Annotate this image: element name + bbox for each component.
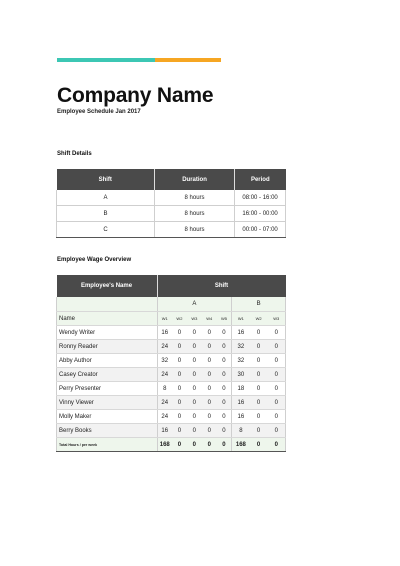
hours-cell: 0 <box>268 396 286 410</box>
hours-cell: 30 <box>232 368 250 382</box>
empty-cell <box>57 297 158 312</box>
employee-name: Casey Creator <box>57 368 158 382</box>
hours-cell: 0 <box>250 438 268 452</box>
hours-cell: 168 <box>232 438 250 452</box>
shift-header: Shift <box>57 169 155 190</box>
employee-name: Berry Books <box>57 424 158 438</box>
hours-cell: 0 <box>172 396 187 410</box>
wage-overview-title: Employee Wage Overview <box>57 257 132 263</box>
hours-cell: 0 <box>187 424 202 438</box>
hours-cell: 0 <box>217 382 232 396</box>
employee-name: Molly Maker <box>57 410 158 424</box>
shift-row <box>57 190 286 206</box>
hours-cell: 0 <box>172 340 187 354</box>
hours-cell: 0 <box>202 410 217 424</box>
shift-row <box>57 222 286 238</box>
week-label: W3 <box>187 312 202 326</box>
accent-bar-orange <box>155 58 221 62</box>
wage-overview-table <box>56 275 286 452</box>
hours-cell: 0 <box>268 326 286 340</box>
hours-cell: 0 <box>202 424 217 438</box>
name-column-label: Name <box>57 312 158 326</box>
week-label: W2 <box>172 312 187 326</box>
accent-bar-teal <box>57 58 155 62</box>
period-header: Period <box>235 169 286 190</box>
hours-cell: 0 <box>187 382 202 396</box>
hours-cell: 8 <box>232 424 250 438</box>
hours-cell: 0 <box>187 396 202 410</box>
document-subtitle: Employee Schedule Jan 2017 <box>57 109 141 115</box>
hours-cell: 32 <box>157 354 172 368</box>
hours-cell: 0 <box>172 368 187 382</box>
hours-cell: 0 <box>202 368 217 382</box>
shift-group-header: Shift <box>157 275 285 297</box>
table-row <box>57 354 286 368</box>
shift-details-title: Shift Details <box>57 151 92 157</box>
hours-cell: 0 <box>202 354 217 368</box>
hours-cell: 24 <box>157 368 172 382</box>
hours-cell: 0 <box>250 354 268 368</box>
hours-cell: 0 <box>268 382 286 396</box>
week-label: W1 <box>232 312 250 326</box>
table-row <box>57 424 286 438</box>
week-label: W2 <box>250 312 268 326</box>
table-row <box>57 396 286 410</box>
hours-cell: 0 <box>172 354 187 368</box>
duration-cell: 8 hours <box>155 190 235 206</box>
shift-cell: A <box>57 190 155 206</box>
hours-cell: 0 <box>202 382 217 396</box>
hours-cell: 16 <box>157 326 172 340</box>
hours-cell: 0 <box>202 326 217 340</box>
hours-cell: 0 <box>268 354 286 368</box>
hours-cell: 0 <box>187 438 202 452</box>
hours-cell: 32 <box>232 340 250 354</box>
table-row <box>57 368 286 382</box>
hours-cell: 0 <box>187 354 202 368</box>
duration-cell: 8 hours <box>155 206 235 222</box>
table-row <box>57 340 286 354</box>
table-row <box>57 410 286 424</box>
hours-cell: 8 <box>157 382 172 396</box>
duration-header: Duration <box>155 169 235 190</box>
employee-name: Vinny Viewer <box>57 396 158 410</box>
hours-cell: 0 <box>172 382 187 396</box>
week-label: W4 <box>202 312 217 326</box>
employee-name: Abby Author <box>57 354 158 368</box>
hours-cell: 0 <box>172 438 187 452</box>
hours-cell: 0 <box>217 354 232 368</box>
total-label: Total Hours / per week <box>57 438 158 452</box>
accent-bar <box>57 58 221 62</box>
hours-cell: 18 <box>232 382 250 396</box>
hours-cell: 0 <box>187 410 202 424</box>
shift-cell: C <box>57 222 155 238</box>
period-cell: 08:00 - 16:00 <box>235 190 286 206</box>
hours-cell: 16 <box>232 396 250 410</box>
employee-name: Perry Presenter <box>57 382 158 396</box>
period-cell: 00:00 - 07:00 <box>235 222 286 238</box>
hours-cell: 0 <box>217 396 232 410</box>
shift-b-label: B <box>232 297 286 312</box>
hours-cell: 0 <box>250 382 268 396</box>
hours-cell: 0 <box>268 368 286 382</box>
shift-cell: B <box>57 206 155 222</box>
duration-cell: 8 hours <box>155 222 235 238</box>
hours-cell: 0 <box>202 396 217 410</box>
hours-cell: 32 <box>232 354 250 368</box>
hours-cell: 0 <box>202 438 217 452</box>
employee-name-header: Employee's Name <box>57 275 158 297</box>
hours-cell: 0 <box>250 410 268 424</box>
hours-cell: 0 <box>250 368 268 382</box>
hours-cell: 24 <box>157 410 172 424</box>
hours-cell: 16 <box>157 424 172 438</box>
hours-cell: 0 <box>172 326 187 340</box>
hours-cell: 0 <box>217 326 232 340</box>
employee-name: Wendy Writer <box>57 326 158 340</box>
hours-cell: 0 <box>217 424 232 438</box>
hours-cell: 0 <box>217 410 232 424</box>
hours-cell: 16 <box>232 326 250 340</box>
week-label: W1 <box>157 312 172 326</box>
hours-cell: 24 <box>157 396 172 410</box>
period-cell: 16:00 - 00:00 <box>235 206 286 222</box>
table-row <box>57 382 286 396</box>
hours-cell: 0 <box>187 340 202 354</box>
hours-cell: 24 <box>157 340 172 354</box>
hours-cell: 0 <box>187 326 202 340</box>
hours-cell: 0 <box>250 326 268 340</box>
hours-cell: 0 <box>172 410 187 424</box>
shift-a-label: A <box>157 297 232 312</box>
hours-cell: 0 <box>217 340 232 354</box>
hours-cell: 0 <box>217 438 232 452</box>
hours-cell: 0 <box>268 438 286 452</box>
shift-details-table <box>56 169 286 238</box>
hours-cell: 0 <box>268 410 286 424</box>
hours-cell: 168 <box>157 438 172 452</box>
employee-name: Ronny Reader <box>57 340 158 354</box>
hours-cell: 0 <box>250 340 268 354</box>
table-row <box>57 326 286 340</box>
hours-cell: 0 <box>202 340 217 354</box>
hours-cell: 0 <box>250 424 268 438</box>
total-row <box>57 438 286 452</box>
hours-cell: 0 <box>187 368 202 382</box>
hours-cell: 0 <box>268 424 286 438</box>
hours-cell: 0 <box>217 368 232 382</box>
hours-cell: 16 <box>232 410 250 424</box>
shift-row <box>57 206 286 222</box>
company-name: Company Name <box>57 84 214 107</box>
hours-cell: 0 <box>172 424 187 438</box>
week-label: W5 <box>217 312 232 326</box>
week-label: W3 <box>268 312 286 326</box>
hours-cell: 0 <box>250 396 268 410</box>
hours-cell: 0 <box>268 340 286 354</box>
